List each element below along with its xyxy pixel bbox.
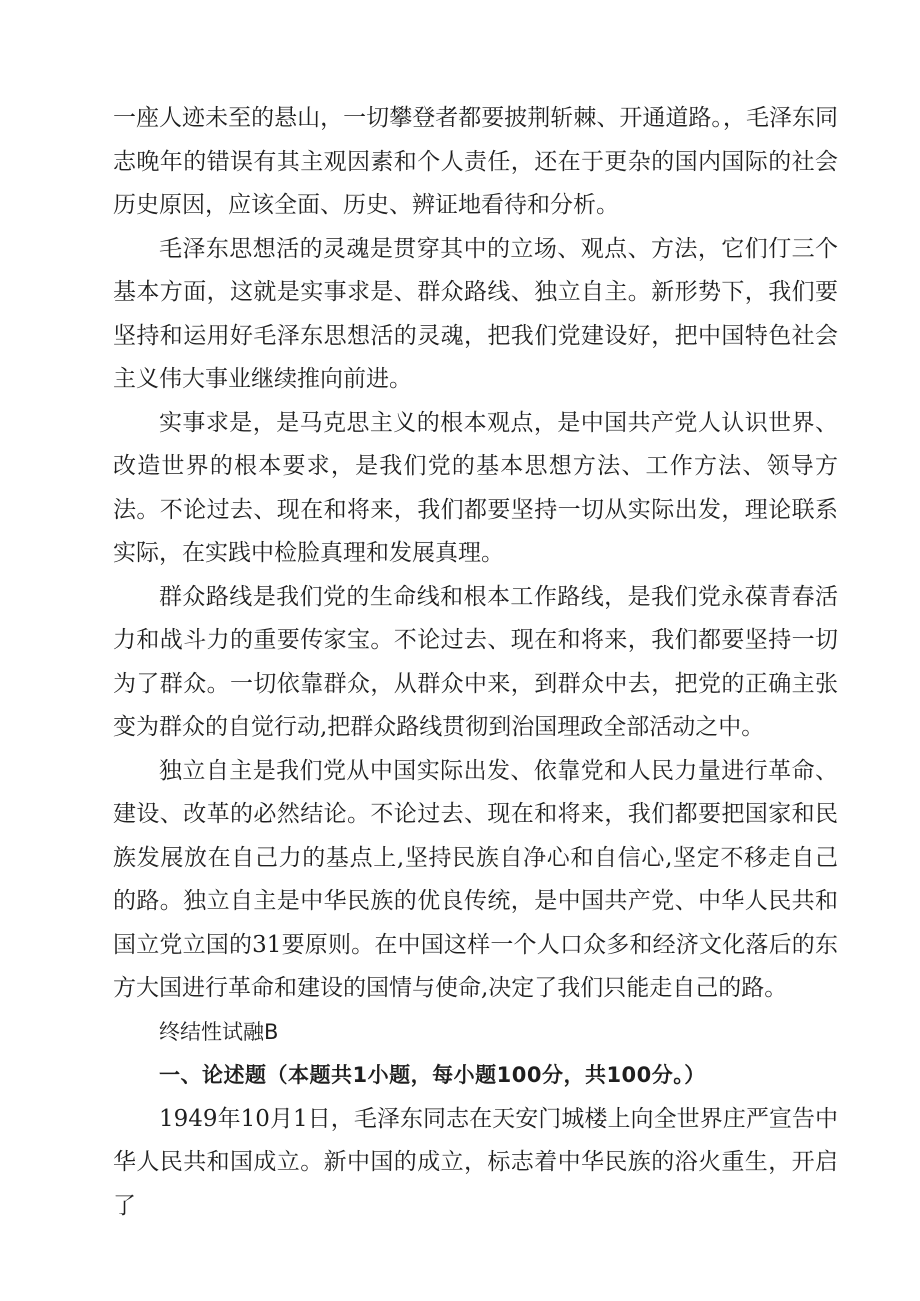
document-body xyxy=(113,97,838,1228)
paragraph-mass-line: 群众路线是我们党的生命线和根本工作路线，是我们党永葆青春活力和战斗力的重要传家宝。不论过去、现在和将来，我们都要坚持一切为了群众。一切依靠群众，从群众中来，到群众中去，把党的正确主张变为群众的自觉行动,把群众路线贯彻到治国理政全部活动之中。 xyxy=(113,583,838,740)
paragraph-founding: 1949年10月1日，毛泽东同志在天安门城楼上向全世界庄严宣告中华人民共和国成立。新中国的成立，标志着中华民族的浴火重生，开启了 xyxy=(113,1105,838,1219)
paragraph-independence: 独立自主是我们党从中国实际出发、依靠党和人民力量进行革命、建设、改革的必然结论。不论过去、现在和将来，我们都要把国家和民族发展放在自己力的基点上,坚持民族自净心和自信心,坚定不移走自己的路。独立自主是中华民族的优良传统，是中国共产党、中华人民共和国立党立国的31要原则。在中国这样一个人口众多和经济文化落后的东方大国进行革命和建设的国情与使命,决定了我们只能走自己的路。 xyxy=(113,757,838,1001)
question-heading: 一、论述题（本题共1小题，每小题100分，共100分。） xyxy=(159,1063,706,1087)
section-label: 终结性试融B xyxy=(159,1019,279,1044)
paragraph-mao-thought-soul: 毛泽东思想活的灵魂是贯穿其中的立场、观点、方法，它们仃三个基本方面，这就是实事求是、群众路线、独立自主。新形势下，我们要坚持和运用好毛泽东思想活的灵魂，把我们党建设好，把中国特色社会主义伟大事业继续推向前进。 xyxy=(113,235,838,392)
paragraph-seek-truth: 实事求是，是马克思主义的根本观点，是中国共产党人认识世界、改造世界的根本要求，是我们党的基本思想方法、工作方法、领导方法。不论过去、现在和将来，我们都要坚持一切从实际出发，理论联系实际，在实践中检脸真理和发展真理。 xyxy=(113,409,838,566)
paragraph-continuation: 一座人迹未至的悬山，一切攀登者都要披荆斩棘、开通道路。，毛泽东同志晚年的错误有其主观因素和个人责任，还在于更杂的国内国际的社会历史原因，应该全面、历史、辨证地看待和分析。 xyxy=(113,105,838,218)
